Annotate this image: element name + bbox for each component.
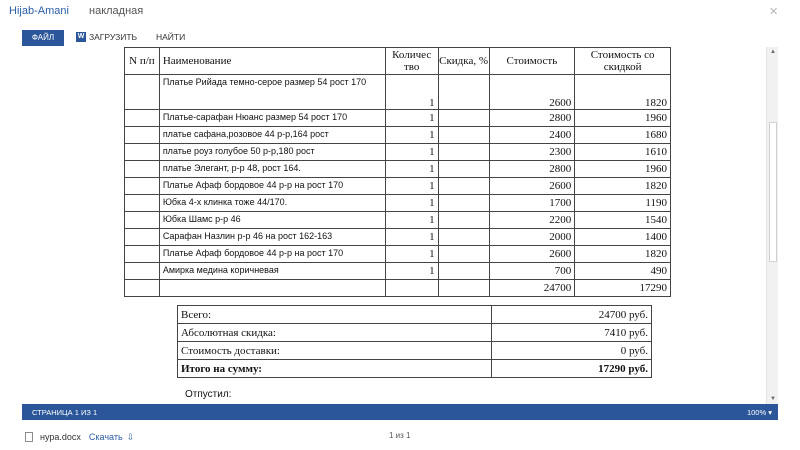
cell-qty: 1: [385, 75, 438, 110]
document-icon: [25, 432, 33, 442]
table-row: [125, 144, 671, 161]
cell-cost-discounted: 1820: [575, 75, 671, 110]
cell-discount: [438, 263, 489, 280]
table-row: [125, 75, 671, 110]
cell-cost: 2000: [489, 229, 575, 246]
totals-label: Всего:: [178, 306, 492, 324]
cell-cost-discounted: 1820: [575, 178, 671, 195]
cell-num: [125, 229, 160, 246]
attachment-file-name: нура.docx: [40, 432, 81, 442]
file-menu-button[interactable]: ФАЙЛ: [22, 30, 64, 46]
cell-cost: 2600: [489, 246, 575, 263]
cell-name: Сарафан Назлин р-р 46 на рост 162-163: [159, 229, 385, 246]
cell-name: Амирка медина коричневая: [159, 263, 385, 280]
cell-qty: 1: [385, 178, 438, 195]
totals-row: [178, 306, 652, 324]
cell-name: платье сафана,розовое 44 р-р,164 рост: [159, 127, 385, 144]
page-status: СТРАНИЦА 1 ИЗ 1: [32, 408, 98, 417]
cell-cost-discounted: 490: [575, 263, 671, 280]
cell-qty: [385, 280, 438, 297]
cell-discount: [438, 280, 489, 297]
cell-cost: 1700: [489, 195, 575, 212]
totals-value: 17290 руб.: [492, 360, 652, 378]
vertical-scrollbar[interactable]: [766, 47, 778, 404]
cell-cost: 2300: [489, 144, 575, 161]
table-sum-row: [125, 280, 671, 297]
totals-row: [178, 324, 652, 342]
header-cost: Стоимость: [489, 48, 575, 75]
table-row: [125, 127, 671, 144]
scroll-thumb[interactable]: [769, 122, 777, 262]
cell-discount: [438, 161, 489, 178]
table-row: [125, 161, 671, 178]
sum-cost: 24700: [489, 280, 575, 297]
table-row: [125, 110, 671, 127]
cell-num: [125, 195, 160, 212]
cell-num: [125, 75, 160, 110]
cell-discount: [438, 246, 489, 263]
totals-label: Абсолютная скидка:: [178, 324, 492, 342]
header-discount: Скидка, %: [438, 48, 489, 75]
cell-cost-discounted: 1960: [575, 161, 671, 178]
released-by-label: Отпустил:: [185, 389, 232, 400]
table-row: [125, 178, 671, 195]
cell-cost: 2600: [489, 178, 575, 195]
zoom-level: 100%: [746, 408, 767, 417]
totals-label: Стоимость доставки:: [178, 342, 492, 360]
cell-name: Платье Рийада темно-серое размер 54 рост 170: [159, 75, 385, 110]
cell-cost-discounted: 1680: [575, 127, 671, 144]
zoom-control[interactable]: [747, 408, 772, 417]
cell-name: Юбка Шамс р-р 46: [159, 212, 385, 229]
totals-label: Итого на сумму:: [178, 360, 492, 378]
totals-table: [177, 305, 652, 378]
download-icon[interactable]: ⇩: [126, 431, 135, 442]
cell-name: Юбка 4-х клинка тоже 44/170.: [159, 195, 385, 212]
cell-cost: 2800: [489, 110, 575, 127]
cell-name: Платье Афаф бордовое 44 р-р на рост 170: [159, 246, 385, 263]
download-link[interactable]: Скачать: [88, 432, 123, 442]
cell-num: [125, 246, 160, 263]
cell-qty: 1: [385, 195, 438, 212]
cell-discount: [438, 75, 489, 110]
cell-num: [125, 212, 160, 229]
header-num: N п/п: [125, 48, 160, 75]
cell-cost: 700: [489, 263, 575, 280]
cell-cost-discounted: 1610: [575, 144, 671, 161]
cell-qty: 1: [385, 212, 438, 229]
cell-discount: [438, 195, 489, 212]
scroll-up-icon[interactable]: ▲: [770, 49, 776, 55]
cell-qty: 1: [385, 144, 438, 161]
find-button[interactable]: НАЙТИ: [156, 32, 186, 42]
cell-num: [125, 161, 160, 178]
cell-discount: [438, 110, 489, 127]
status-bar: [22, 404, 778, 420]
cell-qty: 1: [385, 110, 438, 127]
attachment-bar: [25, 430, 134, 444]
cell-name: Платье Афаф бордовое 44 р-р на рост 170: [159, 178, 385, 195]
cell-name: Платье-сарафан Нюанс размер 54 рост 170: [159, 110, 385, 127]
table-row: [125, 246, 671, 263]
cell-cost: 2400: [489, 127, 575, 144]
cell-cost-discounted: 1820: [575, 246, 671, 263]
cell-cost: 2600: [489, 75, 575, 110]
cell-cost-discounted: 1190: [575, 195, 671, 212]
close-icon[interactable]: ×: [769, 3, 778, 20]
cell-discount: [438, 127, 489, 144]
totals-value: 0 руб.: [492, 342, 652, 360]
table-row: [125, 212, 671, 229]
cell-cost-discounted: 1960: [575, 110, 671, 127]
totals-value: 24700 руб.: [492, 306, 652, 324]
totals-value: 7410 руб.: [492, 324, 652, 342]
cell-discount: [438, 212, 489, 229]
cell-name: платье Элегант, р-р 48, рост 164.: [159, 161, 385, 178]
table-row: [125, 263, 671, 280]
chevron-down-icon: ▾: [768, 408, 772, 417]
sum-cost-discounted: 17290: [575, 280, 671, 297]
cell-discount: [438, 178, 489, 195]
table-header-row: [125, 48, 671, 75]
document-page: [115, 47, 675, 404]
cell-num: [125, 263, 160, 280]
app-title: Hijab-Amani: [9, 5, 69, 17]
cell-discount: [438, 144, 489, 161]
cell-qty: 1: [385, 246, 438, 263]
cell-num: [125, 280, 160, 297]
header-qty: Количес тво: [385, 48, 438, 75]
cell-qty: 1: [385, 161, 438, 178]
cell-cost: 2800: [489, 161, 575, 178]
document-viewer[interactable]: [22, 47, 778, 404]
cell-cost: 2200: [489, 212, 575, 229]
ribbon-toolbar: [0, 30, 800, 47]
cell-cost-discounted: 1400: [575, 229, 671, 246]
table-row: [125, 229, 671, 246]
word-icon: W: [77, 33, 85, 40]
download-button[interactable]: [76, 32, 137, 42]
cell-qty: 1: [385, 263, 438, 280]
cell-num: [125, 144, 160, 161]
invoice-table: [124, 47, 671, 297]
header-name: Наименование: [159, 48, 385, 75]
cell-num: [125, 127, 160, 144]
totals-row: [178, 342, 652, 360]
scroll-down-icon[interactable]: ▼: [770, 396, 776, 402]
header-cost-discounted: Стоимость со скидкой: [575, 48, 671, 75]
page-counter: 1 из 1: [389, 431, 411, 440]
cell-discount: [438, 229, 489, 246]
cell-qty: 1: [385, 229, 438, 246]
cell-num: [125, 178, 160, 195]
cell-qty: 1: [385, 127, 438, 144]
cell-cost-discounted: 1540: [575, 212, 671, 229]
cell-name: [159, 280, 385, 297]
totals-row: [178, 360, 652, 378]
document-title: накладная: [89, 5, 144, 17]
title-bar: [0, 0, 800, 24]
cell-num: [125, 110, 160, 127]
table-row: [125, 195, 671, 212]
cell-name: платье роуз голубое 50 р-р,180 рост: [159, 144, 385, 161]
download-label: ЗАГРУЗИТЬ: [89, 32, 138, 42]
